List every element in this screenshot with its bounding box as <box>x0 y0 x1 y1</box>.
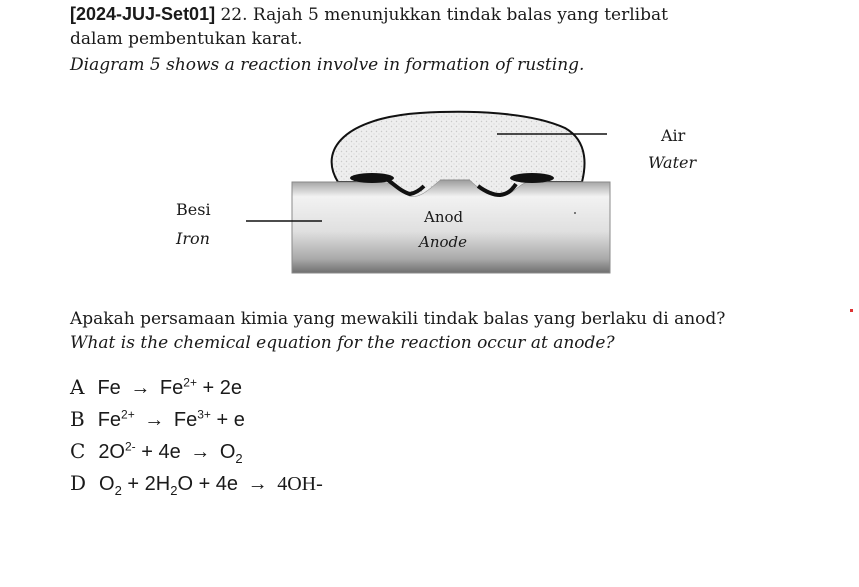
option-letter: C <box>70 439 86 463</box>
besi-label: Besi <box>176 200 211 219</box>
anod-label: Anod <box>424 208 464 226</box>
option-equation: $2O^{2-} + 4e \to O_2$ <box>98 439 243 466</box>
option-d[interactable] <box>70 471 323 496</box>
option-c[interactable] <box>70 439 243 464</box>
option-a[interactable] <box>70 375 242 400</box>
water-label: Water <box>648 153 697 172</box>
option-letter: A <box>70 375 85 399</box>
option-equation: $Fe^{2+} \to Fe^{3+} + e$ <box>97 407 245 431</box>
air-label: Air <box>661 126 686 145</box>
question-intro-ms-1: 22. Rajah 5 menunjukkan tindak balas yang terlibat <box>220 5 668 25</box>
question-tag: [2024-JUJ-Set01] <box>70 4 216 24</box>
question-intro-en: Diagram 5 shows a reaction involve in formation of rusting. <box>70 55 585 75</box>
option-letter: D <box>70 471 87 495</box>
iron-bar <box>292 180 610 273</box>
question-ask-en: What is the chemical equation for the reaction occur at anode? <box>70 333 615 353</box>
option-letter: B <box>70 407 85 431</box>
question-intro-ms-2: dalam pembentukan karat. <box>70 29 303 49</box>
question-ask-ms: Apakah persamaan kimia yang mewakili tindak balas yang berlaku di anod? <box>70 309 726 329</box>
option-equation: $O_2 + 2H_2O + 4e \to 4OH-$ <box>99 473 323 498</box>
option-b[interactable] <box>70 407 245 432</box>
water-droplet <box>332 112 585 182</box>
anode-label: Anode <box>419 233 468 251</box>
stray-mark <box>850 309 853 312</box>
iron-label: Iron <box>176 229 210 248</box>
option-equation: $Fe \to Fe^{2+} + 2e$ <box>97 375 242 399</box>
corrosion-spot-right <box>510 173 554 183</box>
